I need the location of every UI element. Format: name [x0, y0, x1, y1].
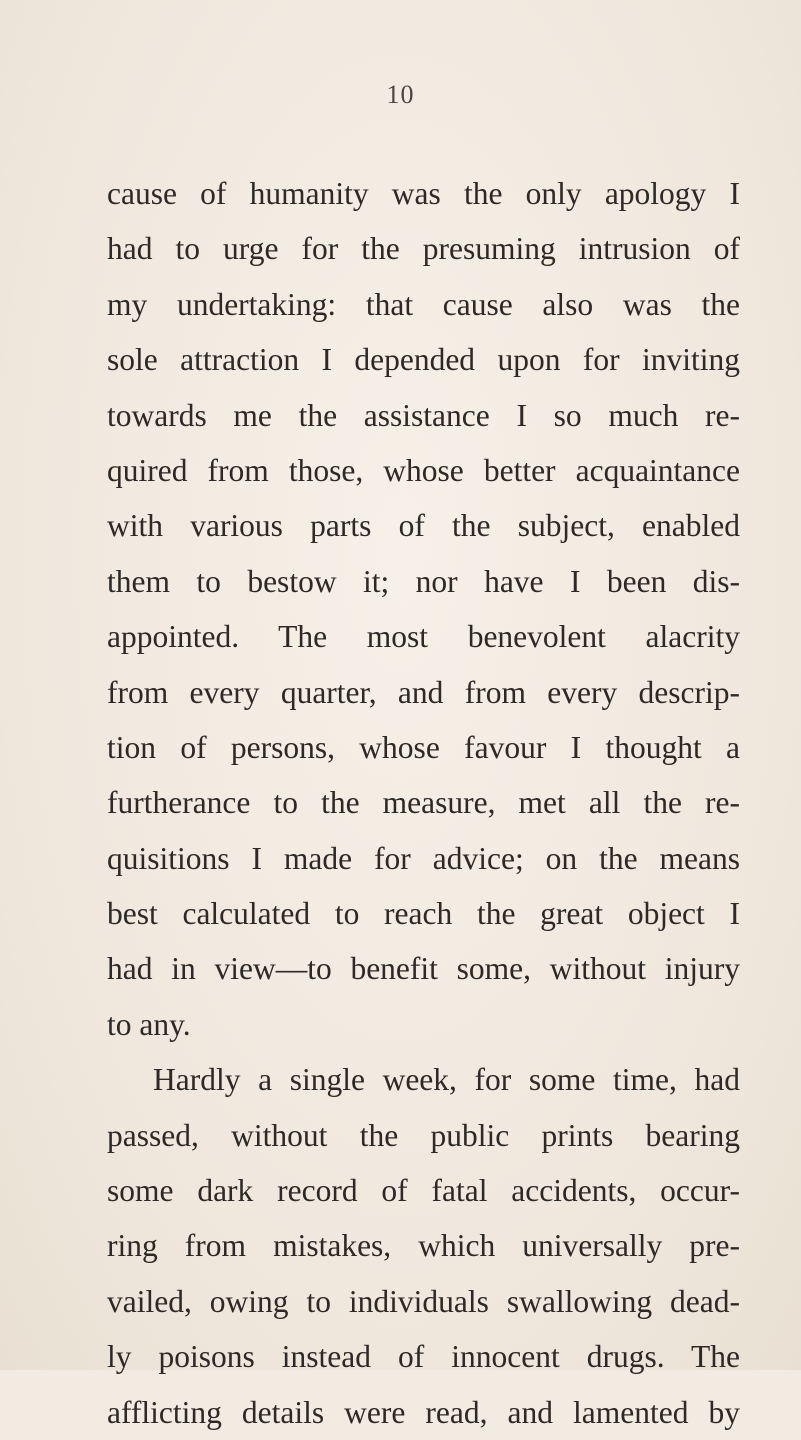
body-text — [107, 166, 740, 1440]
text-line: ly poisons instead of innocent drugs. The — [107, 1339, 740, 1375]
text-line: had to urge for the presuming intrusion of — [107, 231, 740, 267]
paragraph-end-line: to any. — [107, 1006, 191, 1042]
text-line: tion of persons, whose favour I thought a — [107, 729, 740, 765]
text-line: passed, without the public prints bearing — [107, 1117, 740, 1153]
text-line: best calculated to reach the great object I — [107, 896, 740, 932]
text-line: from every quarter, and from every descrip- — [107, 674, 740, 710]
text-line: afflicting details were read, and lamented by — [107, 1394, 740, 1430]
paragraph-start-line: Hardly a single week, for some time, had — [153, 1062, 740, 1098]
text-line: sole attraction I depended upon for inviting — [107, 342, 740, 378]
text-line: appointed. The most benevolent alacrity — [107, 619, 740, 655]
text-line: ring from mistakes, which universally pre- — [107, 1228, 740, 1264]
text-line: cause of humanity was the only apology I — [107, 176, 740, 211]
text-line: my undertaking: that cause also was the — [107, 286, 740, 322]
text-line: furtherance to the measure, met all the re- — [107, 785, 740, 821]
text-line: some dark record of fatal accidents, occur- — [107, 1173, 740, 1209]
text-line: them to bestow it; nor have I been dis- — [107, 563, 740, 599]
text-line: had in view—to benefit some, without injury — [107, 951, 740, 987]
text-line: quisitions I made for advice; on the means — [107, 840, 740, 876]
text-line: quired from those, whose better acquaintance — [107, 452, 740, 488]
text-line: vailed, owing to individuals swallowing dead- — [107, 1283, 740, 1319]
text-line: with various parts of the subject, enabled — [107, 508, 740, 544]
page-number: 10 — [386, 80, 415, 109]
text-line: towards me the assistance I so much re- — [107, 397, 740, 433]
